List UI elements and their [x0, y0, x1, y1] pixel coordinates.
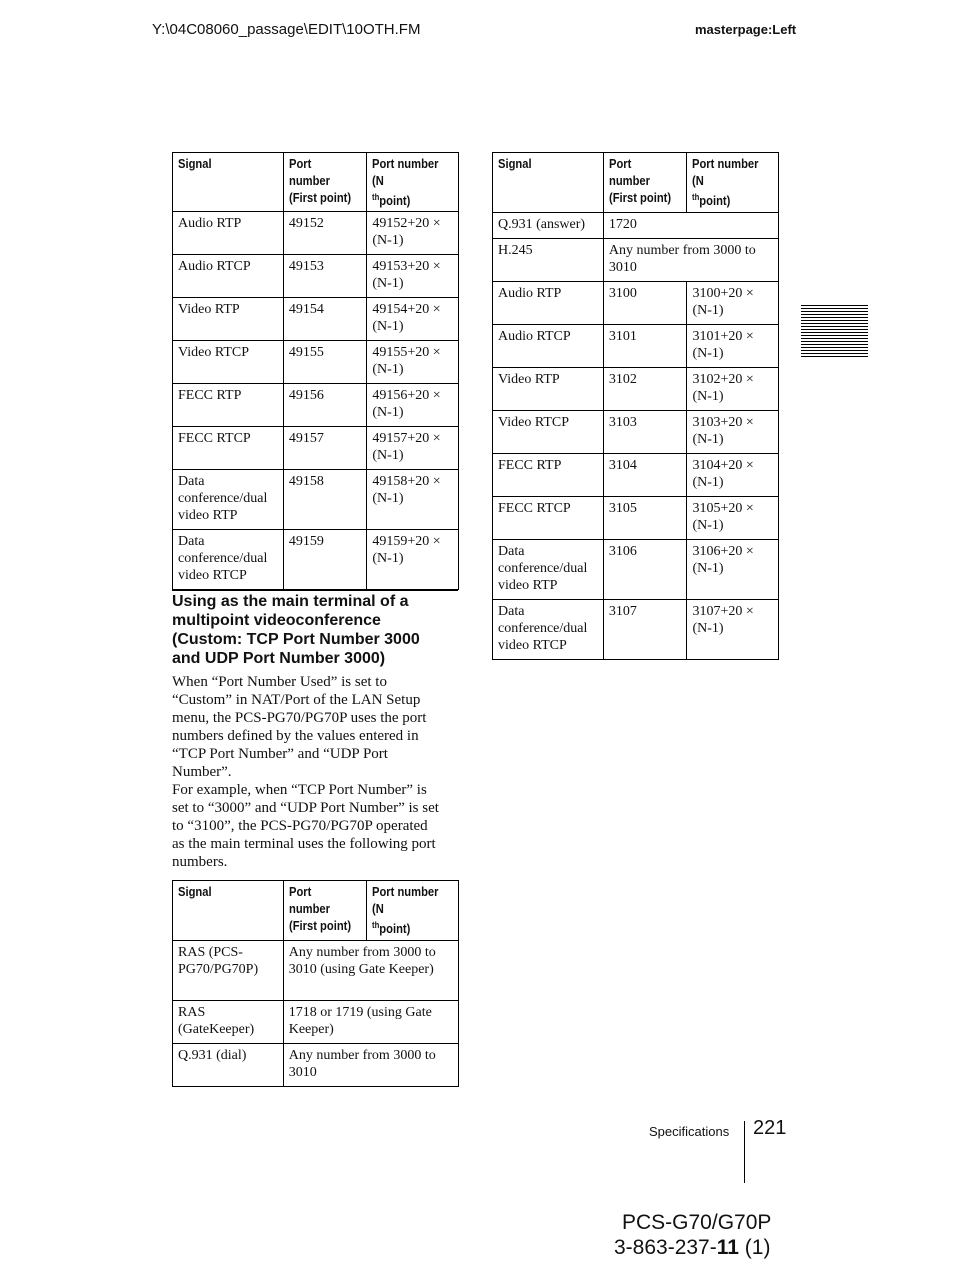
header-nth-point: Port number $(N^{th}point)$ — [367, 153, 459, 212]
table-row — [173, 470, 459, 530]
table-row — [173, 427, 459, 470]
signal-cell: FECC RTP — [493, 454, 604, 497]
signal-cell: Data conference/dual video RTCP — [493, 600, 604, 660]
port-table-custom-ras — [172, 880, 459, 1087]
nth-point-cell: 3106+20 × (N-1) — [687, 540, 779, 600]
table-row — [493, 540, 779, 600]
port-range-cell: Any number from 3000 to 3010 — [603, 239, 778, 282]
table-row — [173, 1044, 459, 1087]
first-point-cell: 49155 — [283, 341, 367, 384]
table-row — [173, 384, 459, 427]
signal-cell: Video RTP — [173, 298, 284, 341]
signal-cell: Audio RTCP — [173, 255, 284, 298]
section-divider — [172, 590, 458, 591]
header-first-point: Port number (First point) — [603, 153, 687, 213]
signal-cell: Audio RTCP — [493, 325, 604, 368]
port-range-cell: Any number from 3000 to 3010 — [283, 1044, 458, 1087]
first-point-cell: 49154 — [283, 298, 367, 341]
footer-code: 3-863-237-11 (1) — [614, 1236, 771, 1259]
table-row — [493, 454, 779, 497]
first-point-cell: 3106 — [603, 540, 687, 600]
table-row — [173, 255, 459, 298]
first-point-cell: 49156 — [283, 384, 367, 427]
signal-cell: Video RTP — [493, 368, 604, 411]
signal-cell: RAS (PCS-PG70/PG70P) — [173, 941, 284, 1001]
header-nth-point: Port number $(N^{th}point)$ — [367, 881, 459, 941]
section-heading: Using as the main terminal of a multipoint videoconference (Custom: TCP Port Number 3000 and UDP Port Number 3000) — [172, 593, 420, 667]
port-range-cell: 1718 or 1719 (using Gate Keeper) — [283, 1001, 458, 1044]
header-first-point: Port number (First point) — [283, 881, 367, 941]
nth-point-cell: 3102+20 × (N-1) — [687, 368, 779, 411]
table-row — [493, 497, 779, 540]
table-row — [173, 530, 459, 590]
signal-cell: Audio RTP — [493, 282, 604, 325]
nth-point-cell: 49159+20 × (N-1) — [367, 530, 459, 590]
first-point-cell: 49158 — [283, 470, 367, 530]
footer-section-name: Specifications — [649, 1124, 730, 1139]
signal-cell: Data conference/dual video RTCP — [173, 530, 284, 590]
signal-cell: Data conference/dual video RTP — [493, 540, 604, 600]
table-row — [173, 1001, 459, 1044]
first-point-cell: 3104 — [603, 454, 687, 497]
port-range-cell: Any number from 3000 to 3010 (using Gate Keeper) — [283, 941, 458, 1001]
nth-point-cell: 49157+20 × (N-1) — [367, 427, 459, 470]
signal-cell: FECC RTP — [173, 384, 284, 427]
nth-point-cell: 49154+20 × (N-1) — [367, 298, 459, 341]
first-point-cell: 49157 — [283, 427, 367, 470]
first-point-cell: 49153 — [283, 255, 367, 298]
footer-divider — [744, 1121, 745, 1183]
port-table-custom-media — [492, 152, 779, 660]
nth-point-cell: 3107+20 × (N-1) — [687, 600, 779, 660]
header-masterpage: masterpage:Left — [695, 22, 797, 37]
signal-cell: Q.931 (dial) — [173, 1044, 284, 1087]
nth-point-cell: 3103+20 × (N-1) — [687, 411, 779, 454]
page-number: 221 — [753, 1117, 787, 1139]
nth-point-cell: 49152+20 × (N-1) — [367, 212, 459, 255]
nth-point-cell: 49158+20 × (N-1) — [367, 470, 459, 530]
first-point-cell: 3107 — [603, 600, 687, 660]
nth-point-cell: 49153+20 × (N-1) — [367, 255, 459, 298]
port-table-standard — [172, 152, 459, 590]
nth-point-cell: 3104+20 × (N-1) — [687, 454, 779, 497]
table-row — [493, 411, 779, 454]
nth-point-cell: 3100+20 × (N-1) — [687, 282, 779, 325]
table-row — [173, 298, 459, 341]
header-signal: Signal — [173, 881, 284, 941]
first-point-cell: 3103 — [603, 411, 687, 454]
nth-point-cell: 3101+20 × (N-1) — [687, 325, 779, 368]
signal-cell: Q.931 (answer) — [493, 213, 604, 239]
first-point-cell: 3105 — [603, 497, 687, 540]
section-body: When “Port Number Used” is set to “Custom” in NAT/Port of the LAN Setup menu, the PCS-PG70/PG70P uses the port numbers defined by the values entered in “TCP Port Number” and “UDP Port Number”. For example, when “TCP Port Number” is set to “3000” and “UDP Port Number” is set to “3100”, the PCS-PG70/PG70P operated as the main terminal uses the following port numbers. — [172, 674, 439, 870]
first-point-cell: 49159 — [283, 530, 367, 590]
port-range-cell: 1720 — [603, 213, 778, 239]
signal-cell: Video RTCP — [173, 341, 284, 384]
signal-cell: RAS (GateKeeper) — [173, 1001, 284, 1044]
nth-point-cell: 49155+20 × (N-1) — [367, 341, 459, 384]
table-row — [493, 213, 779, 239]
signal-cell: Data conference/dual video RTP — [173, 470, 284, 530]
chapter-tab-marker — [801, 305, 868, 357]
header-nth-point: Port number $(N^{th}point)$ — [687, 153, 779, 213]
nth-point-cell: 3105+20 × (N-1) — [687, 497, 779, 540]
header-signal: Signal — [173, 153, 284, 212]
table-row — [173, 212, 459, 255]
first-point-cell: 49152 — [283, 212, 367, 255]
header-file-path: Y:\04C08060_passage\EDIT\10OTH.FM — [152, 21, 421, 38]
first-point-cell: 3101 — [603, 325, 687, 368]
table-row — [493, 239, 779, 282]
footer-model: PCS-G70/G70P — [622, 1211, 772, 1234]
nth-point-cell: 49156+20 × (N-1) — [367, 384, 459, 427]
signal-cell: FECC RTCP — [493, 497, 604, 540]
table-row — [173, 341, 459, 384]
signal-cell: Audio RTP — [173, 212, 284, 255]
table-row — [493, 325, 779, 368]
header-signal: Signal — [493, 153, 604, 213]
header-first-point: Port number (First point) — [283, 153, 367, 212]
signal-cell: H.245 — [493, 239, 604, 282]
table-row — [493, 368, 779, 411]
table-row — [173, 941, 459, 1001]
table-row — [493, 282, 779, 325]
table-row — [493, 600, 779, 660]
first-point-cell: 3100 — [603, 282, 687, 325]
first-point-cell: 3102 — [603, 368, 687, 411]
signal-cell: FECC RTCP — [173, 427, 284, 470]
signal-cell: Video RTCP — [493, 411, 604, 454]
